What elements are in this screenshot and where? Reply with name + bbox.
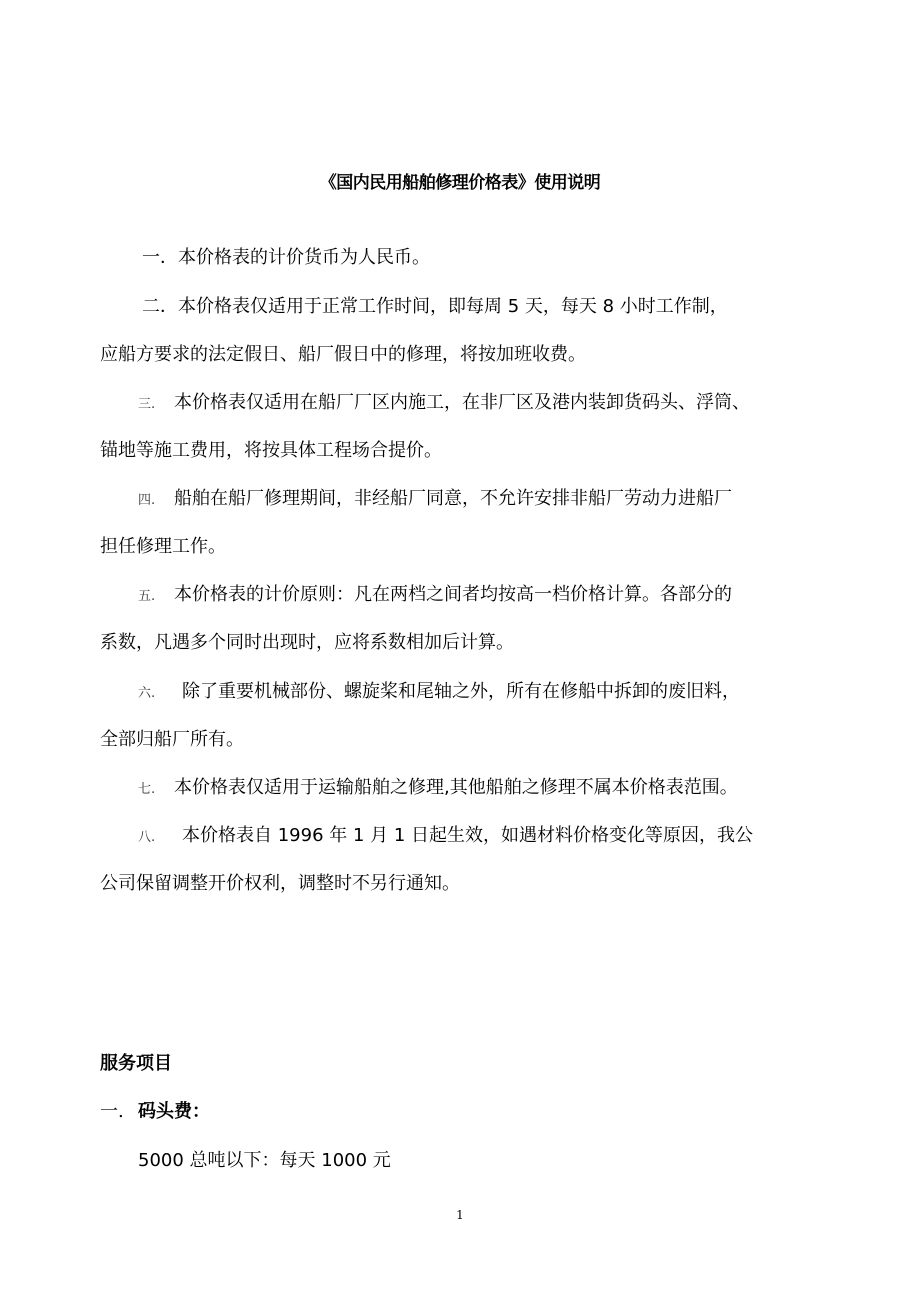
clause-marker: 四. [138,493,156,508]
section-title: 码头费： [138,1101,210,1122]
clause-text: 除了重要机械部份、螺旋桨和尾轴之外，所有在修船中拆卸的废旧料， [182,681,740,702]
clause-marker: 七. [138,782,156,797]
clause-4-continuation: 担任修理工作。 [100,536,226,557]
clause-text: 本价格表的计价原则：凡在两档之间者均按高一档价格计算。各部分的 [174,584,732,605]
clause-4 [138,487,732,513]
services-heading: 服务项目 [100,1053,172,1074]
page-number: 1 [456,1208,464,1222]
clause-7 [138,776,738,802]
services-entry: 5000 总吨以下：每天 1000 元 [138,1150,391,1171]
clause-marker: 一． [142,247,178,268]
clause-8 [138,824,753,850]
clause-5 [138,583,732,609]
clause-marker: 六. [138,686,156,701]
clause-8-continuation: 公司保留调整开价权利，调整时不另行通知。 [100,873,460,894]
clause-marker: 八. [138,830,156,845]
clause-6-continuation: 全部归船厂所有。 [100,729,244,750]
clause-5-continuation: 系数，凡遇多个同时出现时，应将系数相加后计算。 [100,632,514,653]
clause-text: 本价格表自 1996 年 1 月 1 日起生效，如遇材料价格变化等原因，我公 [182,825,754,846]
clause-text: 本价格表的计价货币为人民币。 [178,247,430,268]
clause-text: 船舶在船厂修理期间，非经船厂同意，不允许安排非船厂劳动力进船厂 [174,488,732,509]
section-marker: 一. [100,1101,124,1122]
services-section-1 [100,1100,210,1124]
clause-marker: 三. [138,397,156,412]
clause-6 [138,680,740,706]
clause-text: 本价格表仅适用于正常工作时间，即每周 5 天，每天 8 小时工作制， [178,296,728,317]
clause-3-continuation: 锚地等施工费用，将按具体工程场合提价。 [100,440,442,461]
clause-marker: 二． [142,296,178,317]
clause-2 [142,295,728,319]
clause-marker: 五. [138,589,156,604]
clause-1 [142,246,430,270]
page-title: 《国内民用船舶修理价格表》使用说明 [319,173,601,193]
clause-2-continuation: 应船方要求的法定假日、船厂假日中的修理，将按加班收费。 [100,344,586,365]
clause-text: 本价格表仅适用于运输船舶之修理,其他船舶之修理不属本价格表范围。 [174,777,738,798]
clause-3 [138,391,750,417]
clause-text: 本价格表仅适用在船厂厂区内施工，在非厂区及港内装卸货码头、浮筒、 [174,392,750,413]
